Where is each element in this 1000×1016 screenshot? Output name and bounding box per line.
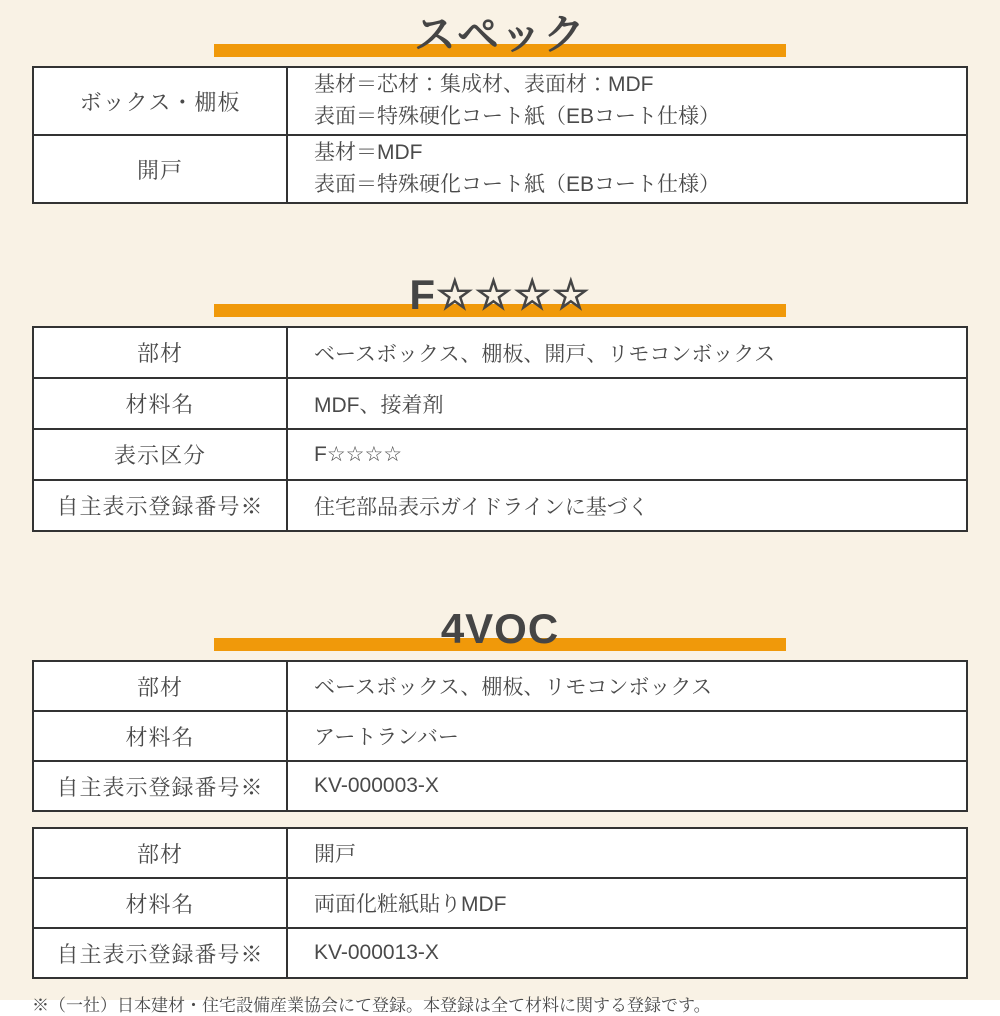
table-row (33, 828, 967, 878)
fstar-table (32, 326, 968, 532)
section-4voc-header (0, 606, 1000, 651)
row-value (287, 135, 967, 203)
voc-table-2 (32, 827, 968, 979)
table-row (33, 67, 967, 135)
value-line: F☆☆☆☆ (314, 443, 403, 466)
value-line: 住宅部品表示ガイドラインに基づく (314, 495, 649, 519)
row-label: 自主表示登録番号※ (33, 761, 287, 811)
row-label: 自主表示登録番号※ (33, 480, 287, 531)
table-row (33, 928, 967, 978)
section-spec-header (0, 12, 1000, 57)
value-line: ベースボックス、棚板、開戸、リモコンボックス (314, 342, 776, 366)
registration-footnote: ※（一社）日本建材・住宅設備産業協会にて登録。本登録は全て材料に関する登録です。 (32, 996, 711, 1015)
table-row (33, 327, 967, 378)
row-value (287, 327, 967, 378)
table-row (33, 661, 967, 711)
row-label: 材料名 (33, 378, 287, 429)
row-value (287, 928, 967, 978)
value-line: 基材＝MDF (314, 141, 423, 164)
table-row (33, 480, 967, 531)
table-row (33, 378, 967, 429)
row-value (287, 67, 967, 135)
row-value (287, 711, 967, 761)
section-fstar (0, 272, 1000, 532)
value-line: MDF、接着剤 (314, 393, 444, 417)
table-row (33, 429, 967, 480)
row-label: 表示区分 (33, 429, 287, 480)
voc-table-1 (32, 660, 968, 812)
value-line: 基材＝芯材：集成材、表面材：MDF (314, 73, 654, 96)
row-label: 部材 (33, 828, 287, 878)
value-line: 表面＝特殊硬化コート紙（EBコート仕様） (314, 105, 721, 128)
row-value (287, 828, 967, 878)
table-row (33, 761, 967, 811)
section-fstar-title: F☆☆☆☆ (409, 271, 591, 318)
table-row (33, 711, 967, 761)
table-row (33, 878, 967, 928)
row-label: 部材 (33, 327, 287, 378)
section-fstar-header (0, 272, 1000, 317)
row-value (287, 378, 967, 429)
value-line: KV-000013-X (314, 941, 439, 964)
row-value (287, 429, 967, 480)
section-spec-title: スペック (413, 11, 586, 58)
row-label: 開戸 (33, 135, 287, 203)
value-line: アートランバー (314, 726, 459, 749)
value-line: KV-000003-X (314, 774, 439, 797)
row-label: 部材 (33, 661, 287, 711)
value-line: 表面＝特殊硬化コート紙（EBコート仕様） (314, 173, 721, 196)
row-label: 材料名 (33, 878, 287, 928)
section-spec (0, 12, 1000, 204)
row-value (287, 480, 967, 531)
row-label: 自主表示登録番号※ (33, 928, 287, 978)
row-value (287, 661, 967, 711)
table-row (33, 135, 967, 203)
value-line: 両面化粧紙貼りMDF (314, 893, 507, 916)
value-line: ベースボックス、棚板、リモコンボックス (314, 676, 713, 699)
row-value (287, 878, 967, 928)
row-label: 材料名 (33, 711, 287, 761)
spec-table (32, 66, 968, 204)
row-label: ボックス・棚板 (33, 67, 287, 135)
section-4voc (0, 606, 1000, 979)
row-value (287, 761, 967, 811)
value-line: 開戸 (314, 843, 356, 866)
section-4voc-title: 4VOC (440, 605, 560, 652)
